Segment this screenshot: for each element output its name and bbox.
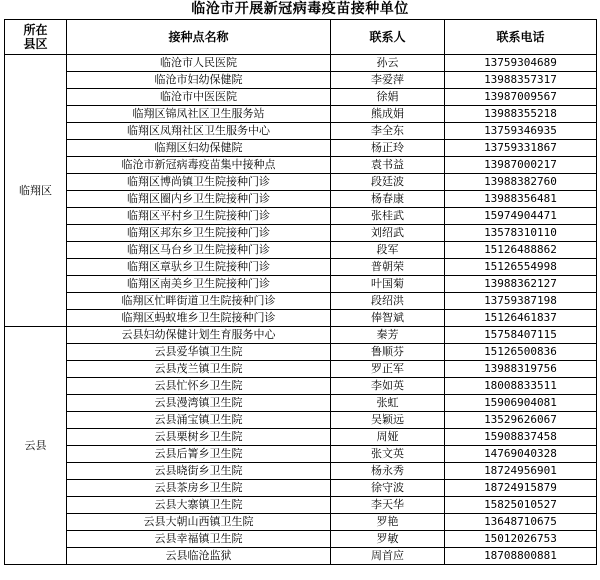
contact-cell: 普朝荣 [331, 259, 445, 276]
site-name-cell: 临翔区南美乡卫生院接种门诊 [67, 276, 331, 293]
contact-cell: 俸智斌 [331, 310, 445, 327]
phone-cell: 13759331867 [445, 140, 597, 157]
site-name-cell: 云县后箐乡卫生院 [67, 446, 331, 463]
phone-cell: 18724956901 [445, 463, 597, 480]
contact-cell: 孙云 [331, 55, 445, 72]
contact-cell: 徐守波 [331, 480, 445, 497]
table-row [5, 208, 597, 225]
site-name-cell: 临翔区忙畔街道卫生院接种门诊 [67, 293, 331, 310]
table-row [5, 106, 597, 123]
table-body [5, 55, 597, 565]
table-row [5, 123, 597, 140]
contact-cell: 罗艳 [331, 514, 445, 531]
table-row [5, 157, 597, 174]
table-row [5, 225, 597, 242]
phone-cell: 18708800881 [445, 548, 597, 565]
contact-cell: 张虹 [331, 395, 445, 412]
site-name-cell: 临沧市妇幼保健院 [67, 72, 331, 89]
contact-cell: 张桂武 [331, 208, 445, 225]
contact-cell: 张文英 [331, 446, 445, 463]
site-name-cell: 临翔区凤翔社区卫生服务中心 [67, 123, 331, 140]
table-row [5, 191, 597, 208]
contact-cell: 段廷波 [331, 174, 445, 191]
contact-cell: 吴颖远 [331, 412, 445, 429]
site-name-cell: 云县大寨镇卫生院 [67, 497, 331, 514]
contact-cell: 杨春康 [331, 191, 445, 208]
header-county [5, 20, 67, 55]
site-name-cell: 云县大朝山西镇卫生院 [67, 514, 331, 531]
phone-cell: 18008833511 [445, 378, 597, 395]
contact-cell: 熊成娟 [331, 106, 445, 123]
phone-cell: 14769040328 [445, 446, 597, 463]
contact-cell: 杨永秀 [331, 463, 445, 480]
contact-cell: 秦芳 [331, 327, 445, 344]
phone-cell: 15974904471 [445, 208, 597, 225]
table-row [5, 531, 597, 548]
header-county-label: 所在县区 [23, 23, 48, 51]
table-row [5, 327, 597, 344]
table-row [5, 463, 597, 480]
table-row [5, 344, 597, 361]
site-name-cell: 临翔区博尚镇卫生院接种门诊 [67, 174, 331, 191]
phone-cell: 15906904081 [445, 395, 597, 412]
contact-cell: 叶国菊 [331, 276, 445, 293]
site-name-cell: 云县幸福镇卫生院 [67, 531, 331, 548]
site-name-cell: 临翔区平村乡卫生院接种门诊 [67, 208, 331, 225]
phone-cell: 15126554998 [445, 259, 597, 276]
contact-cell: 李如英 [331, 378, 445, 395]
phone-cell: 13988356481 [445, 191, 597, 208]
phone-cell: 18724915879 [445, 480, 597, 497]
table-row [5, 310, 597, 327]
contact-cell: 杨正玲 [331, 140, 445, 157]
phone-cell: 15126488862 [445, 242, 597, 259]
phone-cell: 13988362127 [445, 276, 597, 293]
contact-cell: 段军 [331, 242, 445, 259]
contact-cell: 罗正军 [331, 361, 445, 378]
table-row [5, 140, 597, 157]
site-name-cell: 临沧市新冠病毒疫苗集中接种点 [67, 157, 331, 174]
phone-cell: 13529626067 [445, 412, 597, 429]
site-name-cell: 云县忙怀乡卫生院 [67, 378, 331, 395]
table-row [5, 514, 597, 531]
table-row [5, 89, 597, 106]
vaccination-sites-table [4, 19, 597, 565]
phone-cell: 13987009567 [445, 89, 597, 106]
site-name-cell: 临翔区马台乡卫生院接种门诊 [67, 242, 331, 259]
site-name-cell: 云县晓街乡卫生院 [67, 463, 331, 480]
site-name-cell: 云县茂兰镇卫生院 [67, 361, 331, 378]
table-row [5, 276, 597, 293]
phone-cell: 15012026753 [445, 531, 597, 548]
page-title: 临沧市开展新冠病毒疫苗接种单位 [191, 1, 409, 17]
contact-cell: 李爱萍 [331, 72, 445, 89]
site-name-cell: 云县茶房乡卫生院 [67, 480, 331, 497]
phone-cell: 13988357317 [445, 72, 597, 89]
contact-cell: 周娅 [331, 429, 445, 446]
table-row [5, 361, 597, 378]
site-name-cell: 云县妇幼保健计划生育服务中心 [67, 327, 331, 344]
contact-cell: 李全东 [331, 123, 445, 140]
contact-cell: 周首应 [331, 548, 445, 565]
site-name-cell: 云县栗树乡卫生院 [67, 429, 331, 446]
phone-cell: 15126500836 [445, 344, 597, 361]
phone-cell: 13987000217 [445, 157, 597, 174]
table-row [5, 429, 597, 446]
contact-cell: 段绍洪 [331, 293, 445, 310]
phone-cell: 13648710675 [445, 514, 597, 531]
county-cell: 临翔区 [5, 55, 67, 327]
contact-cell: 鲁顺芬 [331, 344, 445, 361]
phone-cell: 13988382760 [445, 174, 597, 191]
table-row [5, 259, 597, 276]
site-name-cell: 临翔区圈内乡卫生院接种门诊 [67, 191, 331, 208]
phone-cell: 13988319756 [445, 361, 597, 378]
table-row [5, 412, 597, 429]
header-site: 接种点名称 [67, 20, 331, 55]
table-row [5, 174, 597, 191]
site-name-cell: 临沧市人民医院 [67, 55, 331, 72]
header-contact: 联系人 [331, 20, 445, 55]
county-cell: 云县 [5, 327, 67, 565]
phone-cell: 15825010527 [445, 497, 597, 514]
contact-cell: 袁书益 [331, 157, 445, 174]
table-row [5, 497, 597, 514]
site-name-cell: 云县漫湾镇卫生院 [67, 395, 331, 412]
phone-cell: 13759346935 [445, 123, 597, 140]
contact-cell: 徐娟 [331, 89, 445, 106]
table-row [5, 446, 597, 463]
phone-cell: 15126461837 [445, 310, 597, 327]
table-row [5, 72, 597, 89]
table-row [5, 395, 597, 412]
table-row [5, 293, 597, 310]
table-row [5, 55, 597, 72]
site-name-cell: 云县爱华镇卫生院 [67, 344, 331, 361]
site-name-cell: 临翔区章驮乡卫生院接种门诊 [67, 259, 331, 276]
table-row [5, 378, 597, 395]
phone-cell: 13988355218 [445, 106, 597, 123]
contact-cell: 罗敏 [331, 531, 445, 548]
site-name-cell: 临翔区邦东乡卫生院接种门诊 [67, 225, 331, 242]
phone-cell: 13578310110 [445, 225, 597, 242]
phone-cell: 13759387198 [445, 293, 597, 310]
site-name-cell: 云县临沧监狱 [67, 548, 331, 565]
table-row [5, 548, 597, 565]
contact-cell: 李天华 [331, 497, 445, 514]
header-phone: 联系电话 [445, 20, 597, 55]
table-row [5, 242, 597, 259]
contact-cell: 刘绍武 [331, 225, 445, 242]
site-name-cell: 云县涌宝镇卫生院 [67, 412, 331, 429]
phone-cell: 15908837458 [445, 429, 597, 446]
site-name-cell: 临翔区蚂蚁堆乡卫生院接种门诊 [67, 310, 331, 327]
site-name-cell: 临沧市中医医院 [67, 89, 331, 106]
site-name-cell: 临翔区锦凤社区卫生服务站 [67, 106, 331, 123]
phone-cell: 15758407115 [445, 327, 597, 344]
phone-cell: 13759304689 [445, 55, 597, 72]
table-row [5, 480, 597, 497]
site-name-cell: 临翔区妇幼保健院 [67, 140, 331, 157]
table-header-row [5, 20, 597, 55]
